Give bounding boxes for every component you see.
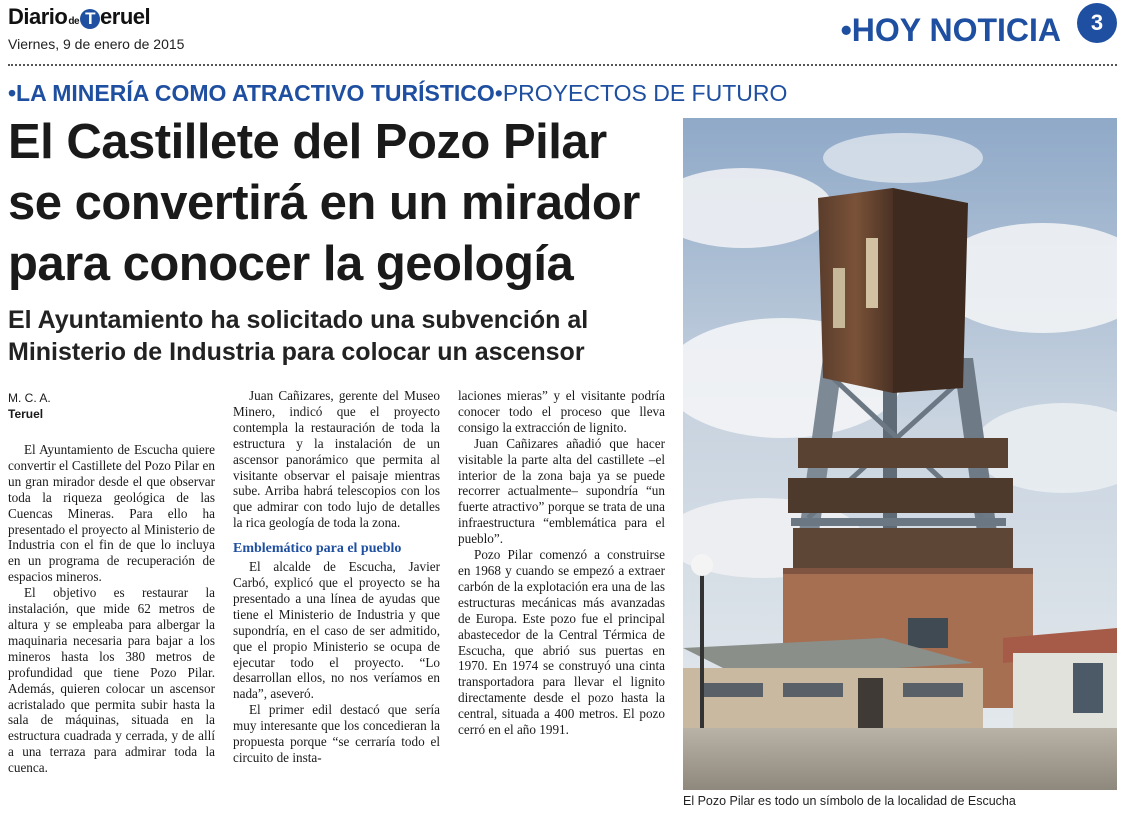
article-column-3 <box>458 388 665 738</box>
headline-line: se convertirá en un mirador <box>8 176 640 230</box>
section-title: •HOY NOTICIA <box>840 12 1061 48</box>
paragraph: El objetivo es restaurar la instalación, que mide 62 metros de altura y se empleaba para albergar la maquinaria necesaria para bajar a los mineros hasta los 380 metros de profundidad que tiene Pozo Pilar. Además, quieren colocar un ascensor acristalado que permita subir hasta la sala de máquinas, situada en la estructura cuadrada y cerrada, y de allí a una terraza para admirar toda la cuenca. <box>8 585 215 776</box>
kicker-secondary: •PROYECTOS DE FUTURO <box>494 80 788 106</box>
article-kicker <box>8 80 787 107</box>
paragraph: Pozo Pilar comenzó a construirse en 1968 y cuando se empezó a extraer carbón de la explotación era una de las estructuras mecánicas más avanzadas de Europa. Este pozo fue el principal abastecedor de la Central Térmica de Escucha, que abrió sus puertas en 1970. En 1974 se construyó una cinta transportadora para llevar el lignito directamente desde el pozo hasta la central, situada a 400 metros. El pozo cerró en el año 1991. <box>458 547 665 738</box>
paragraph: El Ayuntamiento de Escucha quiere convertir el Castillete del Pozo Pilar en un gran mirador desde el que observar toda la riqueza geológica de las Cuencas Mineras. Para ello ha presentado el proyecto al Ministerio de Industria con el fin de que lo incluya en un programa de recuperación de espacios mineros. <box>8 442 215 585</box>
article-column-1 <box>8 442 215 776</box>
article-photo <box>683 118 1117 790</box>
article-headline <box>8 112 668 295</box>
byline-place: Teruel <box>8 407 44 421</box>
article-intertitle: Emblemático para el pueblo <box>233 541 402 557</box>
paragraph: El primer edil destacó que sería muy interesante que los concedieran la propuesta porque “se cerraría todo el circuito de insta- <box>233 702 440 765</box>
kicker-primary: •LA MINERÍA COMO ATRACTIVO TURÍSTICO <box>8 80 495 106</box>
paragraph: laciones mieras” y el visitante podría conocer todo el proceso que lleva consigo la extracción de lignito. <box>458 388 665 435</box>
masthead <box>8 4 208 60</box>
logo-text-eruel: eruel <box>100 4 151 29</box>
headline-line: para conocer la geología <box>8 237 574 291</box>
paragraph: Juan Cañizares, gerente del Museo Minero, indicó que el proyecto contempla la restauración de toda la estructura y la instalación de un ascensor panorámico que permita al visitante observar el paisaje mientras sube. Arriba habrá telescopios con los que admirar con todo lujo de detalles la rica geología de toda la zona. <box>233 388 440 531</box>
paragraph: El alcalde de Escucha, Javier Carbó, explicó que el proyecto se ha presentado a una línea de ayudas que tiene el Ministerio de Industria y que supondría, en el caso de ser admitido, que el propio Ministerio se ocupa de ejecutar todo el proyecto. “Lo desarrollan ellos, no nos veríamos en nada”, aseveró. <box>233 559 440 702</box>
article-subheadline <box>8 304 668 368</box>
photo-caption: El Pozo Pilar es todo un símbolo de la localidad de Escucha <box>683 794 1016 808</box>
article-column-2 <box>233 388 440 766</box>
logo-text-diario: Diario <box>8 4 68 29</box>
subhead-line: Ministerio de Industria para colocar un ascensor <box>8 338 585 366</box>
byline <box>8 390 51 422</box>
logo-text-de: de <box>68 16 80 27</box>
logo-t-badge: T <box>80 9 100 29</box>
newspaper-logo <box>8 4 208 30</box>
byline-author: M. C. A. <box>8 391 51 405</box>
issue-date: Viernes, 9 de enero de 2015 <box>8 36 185 52</box>
headline-line: El Castillete del Pozo Pilar <box>8 115 607 169</box>
paragraph: Juan Cañizares añadió que hacer visitable la parte alta del castillete –el interior de la zona baja ya se puede recorrer actualmente– supondría “un fuerte atractivo” porque se trata de una infraestructura “emblemática para el pueblo”. <box>458 435 665 547</box>
header-divider <box>8 64 1117 66</box>
page-number-badge: 3 <box>1077 3 1117 43</box>
subhead-line: El Ayuntamiento ha solicitado una subvención al <box>8 306 589 334</box>
